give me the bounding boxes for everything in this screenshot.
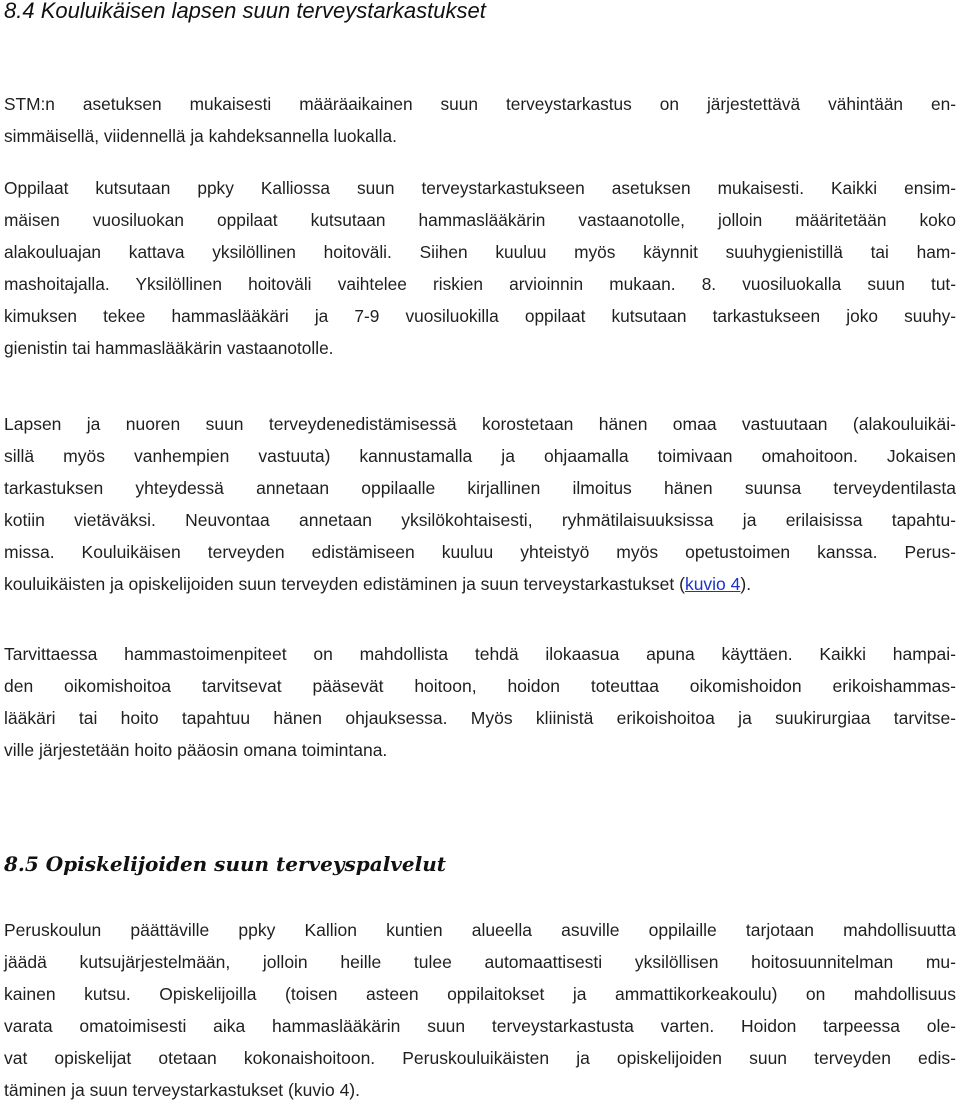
paragraph-kutsut (4, 172, 956, 364)
text-line: lääkäri tai hoito tapahtuu hänen ohjauksessa. Myös kliinistä erikoishoitoa ja suukirurgiaa tarvitse- (4, 708, 956, 728)
text-line: mäisen vuosiluokan oppilaat kutsutaan hammaslääkärin vastaanotolle, jolloin määritetään koko (4, 210, 956, 230)
text-line: Lapsen ja nuoren suun terveydenedistämisessä korostetaan hänen omaa vastuutaan (alakouluikäi- (4, 414, 956, 434)
text-line: simmäisellä, viidennellä ja kahdeksannella luokalla. (4, 126, 397, 146)
text-line: Tarvittaessa hammastoimenpiteet on mahdollista tehdä ilokaasua apuna käyttäen. Kaikki hampai- (4, 644, 956, 664)
text-line: sillä myös vanhempien vastuuta) kannustamalla ja ohjaamalla toimivaan omahoitoon. Jokaisen (4, 446, 956, 466)
text-line: tarkastuksen yhteydessä annetaan oppilaalle kirjallinen ilmoitus hänen suunsa terveydentilasta (4, 478, 956, 498)
text-line: kotiin vietäväksi. Neuvontaa annetaan yksilökohtaisesti, ryhmätilaisuuksissa ja erilaisissa tapahtu- (4, 510, 956, 530)
text-line: Peruskoulun päättäville ppky Kallion kuntien alueella asuville oppilaille tarjotaan mahdollisuutta (4, 920, 956, 940)
text-line: missa. Kouluikäisen terveyden edistämiseen kuuluu yhteistyö myös opetustoimen kanssa. Perus- (4, 542, 956, 562)
text-line: kimuksen tekee hammaslääkäri ja 7-9 vuosiluokilla oppilaat kutsutaan tarkastukseen joko suuhy- (4, 306, 956, 326)
text-segment: ). (740, 574, 752, 594)
text-line: Oppilaat kutsutaan ppky Kalliossa suun terveystarkastukseen asetuksen mukaisesti. Kaikki ensim- (4, 178, 956, 198)
paragraph-hammastoimenpiteet (4, 638, 956, 766)
kuvio-4-link[interactable]: kuvio 4 (684, 574, 741, 594)
text-line: gienistin tai hammaslääkärin vastaanotolle. (4, 338, 334, 358)
text-line: den oikomishoitoa tarvitsevat pääsevät hoitoon, hoidon toteuttaa oikomishoidon erikoishammas- (4, 676, 956, 696)
text-line: mashoitajalla. Yksilöllinen hoitoväli vaihtelee riskien arvioinnin mukaan. 8. vuosiluokalla suun tut- (4, 274, 956, 294)
text-segment: kouluikäisten ja opiskelijoiden suun terveyden edistäminen ja suun terveystarkastukset ( (4, 574, 685, 594)
text-line: varata omatoimisesti aika hammaslääkärin suun terveystarkastusta varten. Hoidon tarpeessa ole- (4, 1016, 956, 1036)
section-heading-8-4: 8.4 Kouluikäisen lapsen suun terveystarkastukset (4, 0, 486, 23)
section-heading-8-5: 8.5 Opiskelijoiden suun terveyspalvelut (4, 852, 447, 876)
text-line: täminen ja suun terveystarkastukset (kuvio 4). (4, 1080, 360, 1100)
paragraph-terveydenedistaminen (4, 408, 956, 600)
text-line: STM:n asetuksen mukaisesti määräaikainen suun terveystarkastus on järjestettävä vähintään en- (4, 94, 956, 114)
text-line: ville järjestetään hoito pääosin omana toimintana. (4, 740, 388, 760)
text-line: jäädä kutsujärjestelmään, jolloin heille tulee automaattisesti yksilöllisen hoitosuunnitelman mu- (4, 952, 956, 972)
text-line: alakouluajan kattava yksilöllinen hoitoväli. Siihen kuuluu myös käynnit suuhygienistillä tai ham- (4, 242, 956, 262)
text-line: kainen kutsu. Opiskelijoilla (toisen asteen oppilaitokset ja ammattikorkeakoulu) on mahdollisuus (4, 984, 956, 1004)
text-line: vat opiskelijat otetaan kokonaishoitoon. Peruskouluikäisten ja opiskelijoiden suun terveyden edis- (4, 1048, 956, 1068)
text-line-with-link (4, 568, 956, 600)
paragraph-stm-asetus (4, 88, 956, 152)
paragraph-opiskelijat (4, 914, 956, 1106)
